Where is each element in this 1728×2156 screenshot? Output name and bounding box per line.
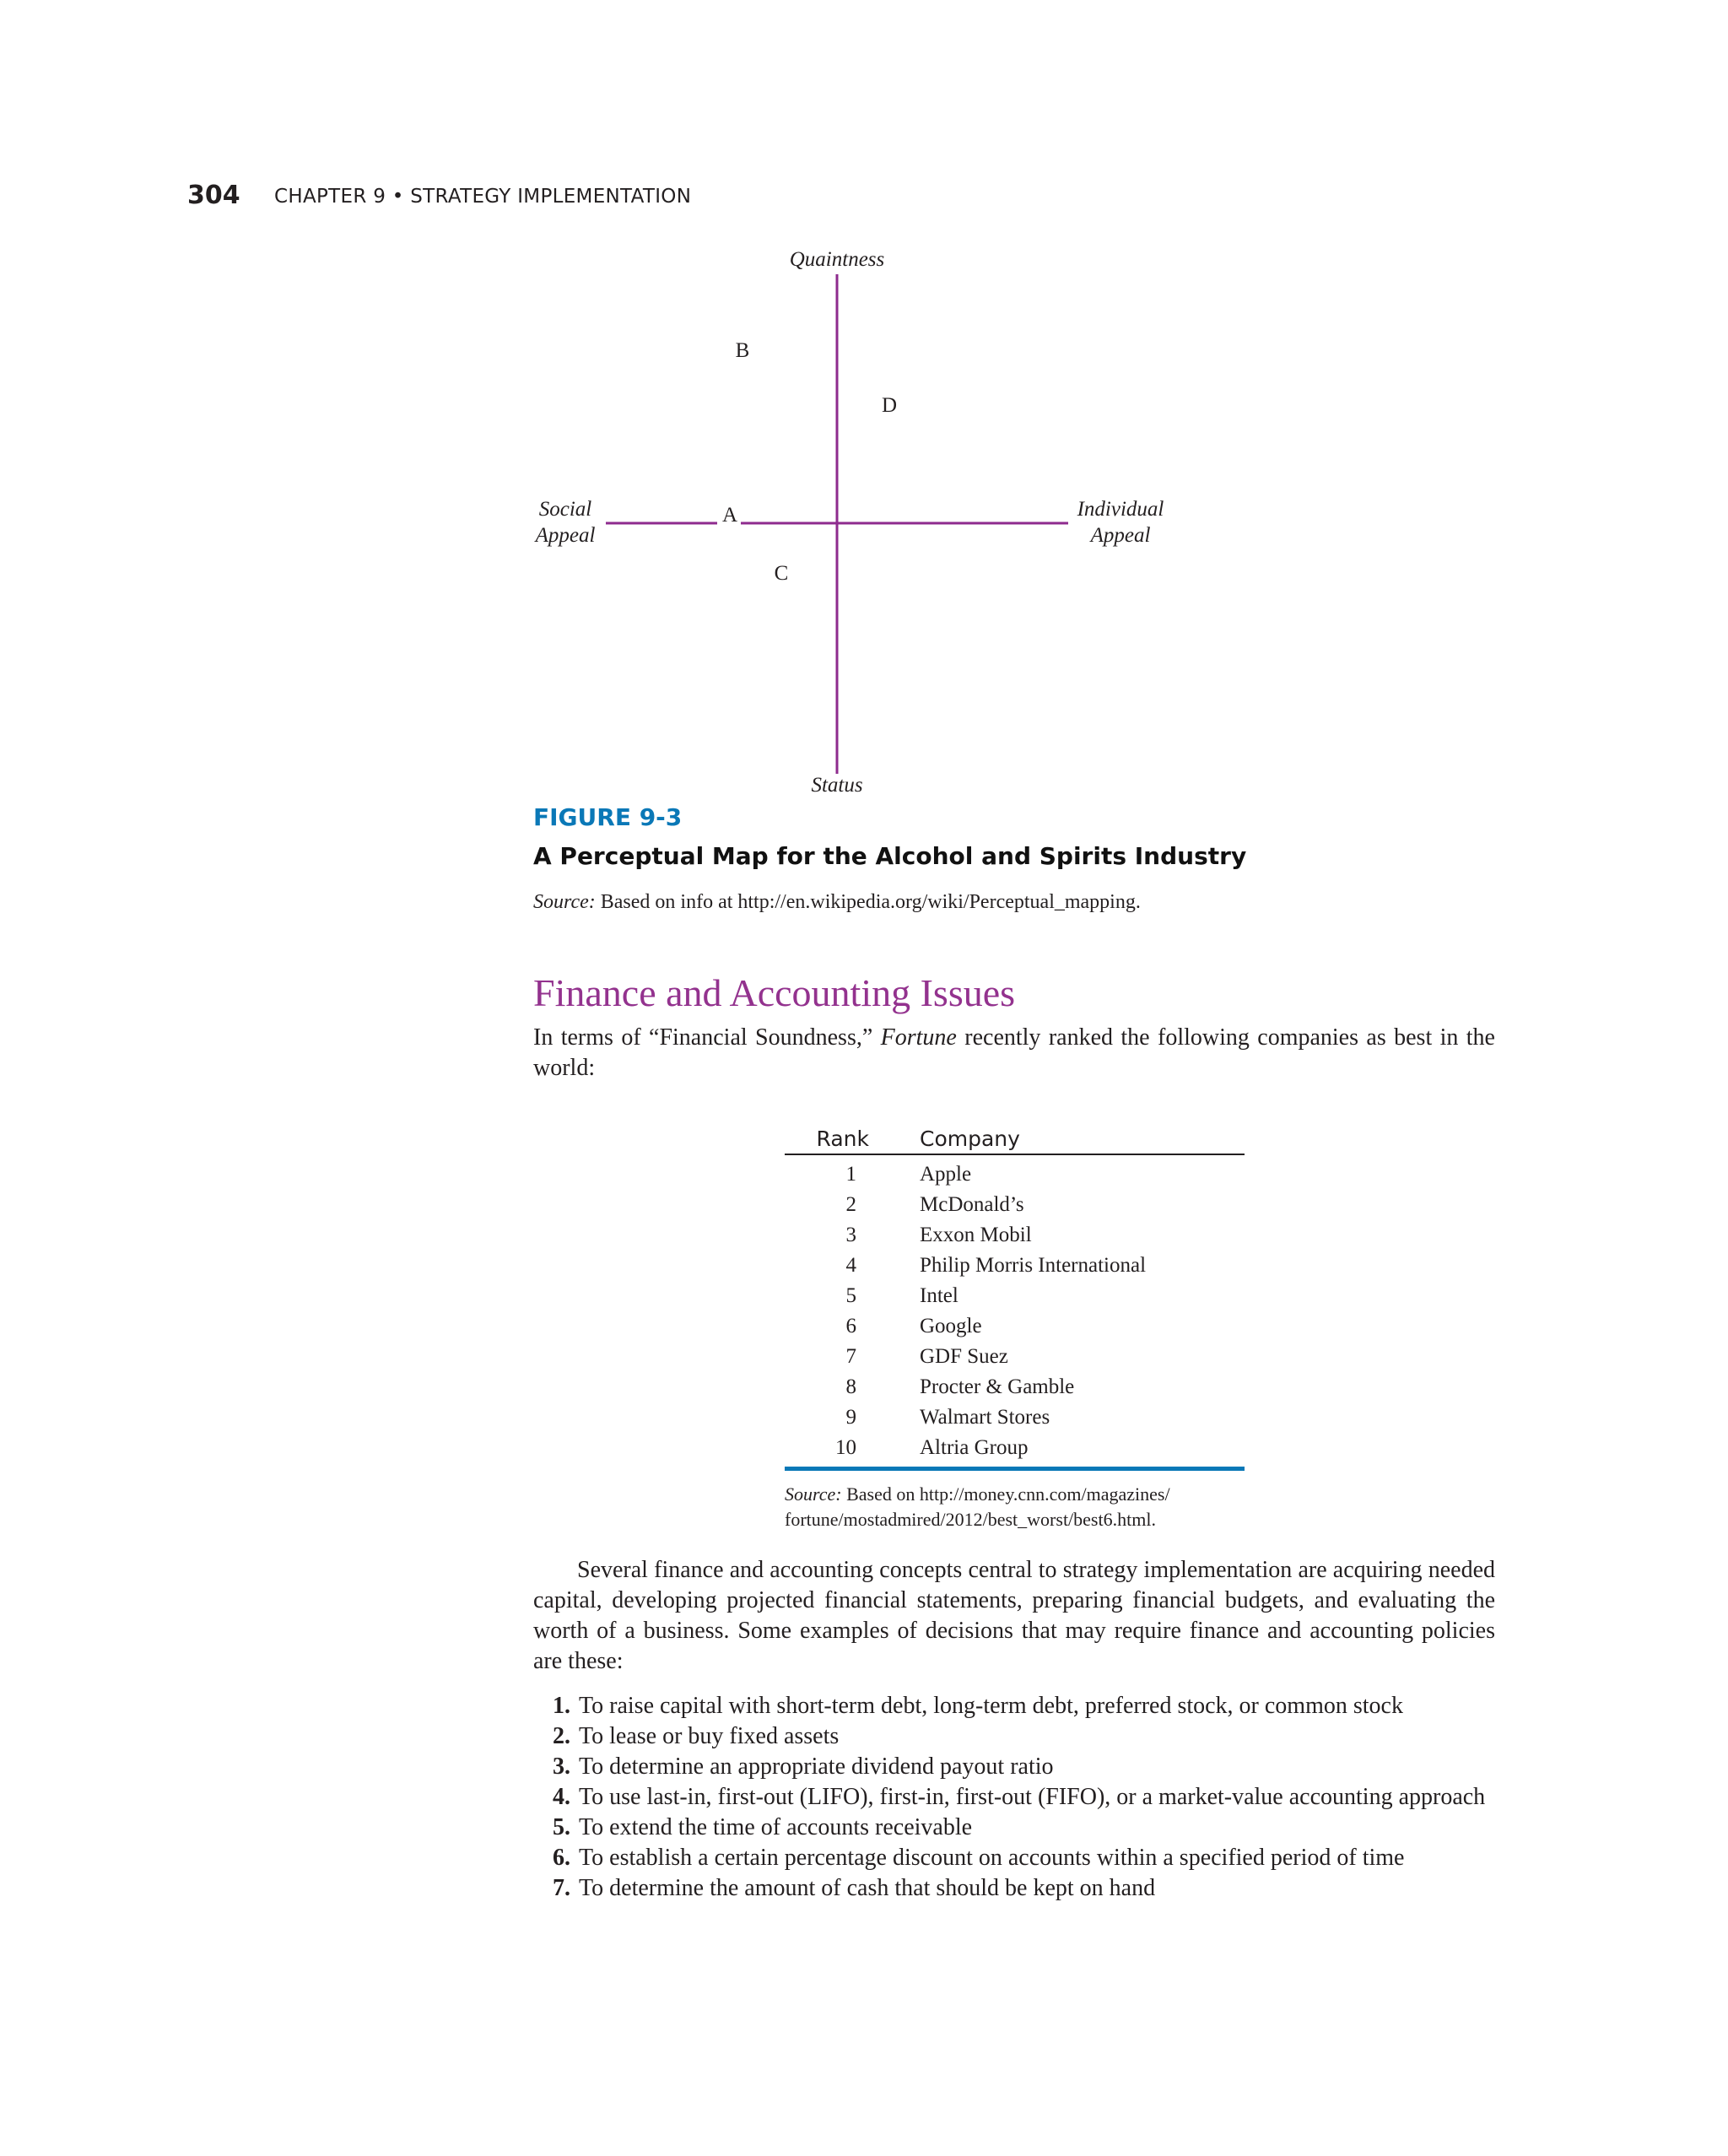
table-row bbox=[785, 1433, 1245, 1463]
table-cell-company: McDonald’s bbox=[920, 1193, 1024, 1216]
table-row bbox=[785, 1311, 1245, 1342]
table-cell-company: Intel bbox=[920, 1284, 958, 1307]
list-item-number: 2. bbox=[553, 1723, 570, 1749]
table-cell-rank: 9 bbox=[845, 1406, 856, 1429]
table-source-label: Source: bbox=[785, 1483, 842, 1505]
policy-list bbox=[533, 1691, 1495, 1904]
table-cell-company: Walmart Stores bbox=[920, 1406, 1050, 1429]
axis-label-bottom: Status bbox=[811, 774, 863, 797]
figure-source bbox=[533, 891, 1141, 914]
table-cell-company: GDF Suez bbox=[920, 1345, 1008, 1368]
ranking-table bbox=[785, 1127, 1245, 1471]
list-item-text: To extend the time of accounts receivable bbox=[579, 1814, 973, 1840]
body-paragraph bbox=[533, 1555, 1495, 1677]
axis-label-right-line2: Appeal bbox=[1090, 524, 1151, 547]
table-source-line1: Based on http://money.cnn.com/magazines/ bbox=[841, 1483, 1170, 1505]
table-cell-company: Exxon Mobil bbox=[920, 1224, 1032, 1246]
intro-text-before: In terms of “Financial Soundness,” bbox=[533, 1024, 881, 1051]
table-cell-rank: 2 bbox=[845, 1193, 856, 1216]
running-head: CHAPTER 9 • STRATEGY IMPLEMENTATION bbox=[274, 186, 692, 208]
axis-label-top: Quaintness bbox=[789, 248, 885, 271]
map-point-b: B bbox=[735, 339, 750, 362]
list-item-text: To determine the amount of cash that should be kept on hand bbox=[579, 1875, 1156, 1901]
list-item-text: To raise capital with short-term debt, long-term debt, preferred stock, or common stock bbox=[579, 1693, 1403, 1719]
table-row bbox=[785, 1220, 1245, 1251]
axis-label-left-line1: Social bbox=[538, 498, 592, 521]
table-cell-rank: 7 bbox=[845, 1345, 856, 1368]
list-item-text: To lease or buy fixed assets bbox=[579, 1723, 840, 1749]
list-item bbox=[533, 1721, 1495, 1752]
list-item-number: 6. bbox=[553, 1845, 570, 1871]
intro-text-italic: Fortune bbox=[880, 1024, 957, 1051]
table-cell-company: Altria Group bbox=[920, 1436, 1029, 1459]
map-point-d: D bbox=[881, 394, 898, 417]
axis-label-left-line2: Appeal bbox=[535, 524, 596, 547]
figure-source-text: Based on info at http://en.wikipedia.org/wiki/Perceptual_mapping. bbox=[595, 891, 1141, 913]
table-cell-company: Procter & Gamble bbox=[920, 1375, 1075, 1398]
body-paragraph-text: Several finance and accounting concepts central to strategy implementation are acquiring needed capital, developing projected financial statements, preparing financial budgets, and evaluating the worth of a business. Some examples of decisions that may require finance and accounting policies are these: bbox=[533, 1557, 1495, 1674]
table-source-line2: fortune/mostadmired/2012/best_worst/best6.html. bbox=[785, 1509, 1156, 1530]
list-item-text: To use last-in, first-out (LIFO), first-in, first-out (FIFO), or a market-value accounting approach bbox=[579, 1784, 1486, 1810]
table-source bbox=[785, 1482, 1257, 1532]
list-item bbox=[533, 1752, 1495, 1782]
table-cell-rank: 10 bbox=[835, 1436, 856, 1459]
table-header-row bbox=[785, 1127, 1245, 1155]
table-cell-company: Google bbox=[920, 1315, 982, 1337]
map-point-c: C bbox=[774, 562, 789, 585]
table-row bbox=[785, 1159, 1245, 1190]
list-item-number: 7. bbox=[553, 1875, 570, 1901]
table-row bbox=[785, 1372, 1245, 1402]
list-item bbox=[533, 1843, 1495, 1873]
table-cell-rank: 4 bbox=[845, 1254, 856, 1277]
table-row bbox=[785, 1281, 1245, 1311]
list-item bbox=[533, 1691, 1495, 1721]
table-cell-rank: 3 bbox=[845, 1224, 856, 1246]
table-body bbox=[785, 1155, 1245, 1471]
section-heading: Finance and Accounting Issues bbox=[533, 971, 1016, 1014]
list-item-number: 3. bbox=[553, 1753, 570, 1780]
table-cell-rank: 8 bbox=[845, 1375, 856, 1398]
table-cell-company: Philip Morris International bbox=[920, 1254, 1147, 1277]
list-item bbox=[533, 1813, 1495, 1843]
table-cell-rank: 5 bbox=[845, 1284, 856, 1307]
page-number: 304 bbox=[187, 181, 240, 210]
list-item-number: 4. bbox=[553, 1784, 570, 1810]
intro-text-after: recently ranked the following companies as best in the world: bbox=[533, 1024, 1495, 1081]
table-row bbox=[785, 1190, 1245, 1220]
table-header-company: Company bbox=[920, 1127, 1020, 1151]
table-cell-rank: 6 bbox=[845, 1315, 856, 1337]
figure-number: FIGURE 9-3 bbox=[533, 803, 683, 831]
list-item-number: 1. bbox=[553, 1693, 570, 1719]
intro-paragraph bbox=[533, 1023, 1495, 1083]
list-item-text: To determine an appropriate dividend payout ratio bbox=[579, 1753, 1054, 1780]
list-item-number: 5. bbox=[553, 1814, 570, 1840]
table-row bbox=[785, 1342, 1245, 1372]
figure-source-label: Source: bbox=[533, 891, 596, 913]
map-point-a: A bbox=[721, 504, 738, 527]
list-item-text: To establish a certain percentage discount on accounts within a specified period of time bbox=[579, 1845, 1405, 1871]
table-cell-rank: 1 bbox=[845, 1163, 856, 1186]
table-header-rank: Rank bbox=[816, 1127, 869, 1151]
table-cell-company: Apple bbox=[920, 1163, 972, 1186]
table-row bbox=[785, 1402, 1245, 1433]
table-row bbox=[785, 1251, 1245, 1281]
axis-label-right-line1: Individual bbox=[1077, 498, 1164, 521]
list-item bbox=[533, 1782, 1495, 1813]
list-item bbox=[533, 1873, 1495, 1904]
perceptual-map bbox=[523, 240, 1198, 797]
figure-title: A Perceptual Map for the Alcohol and Spirits Industry bbox=[533, 842, 1247, 870]
